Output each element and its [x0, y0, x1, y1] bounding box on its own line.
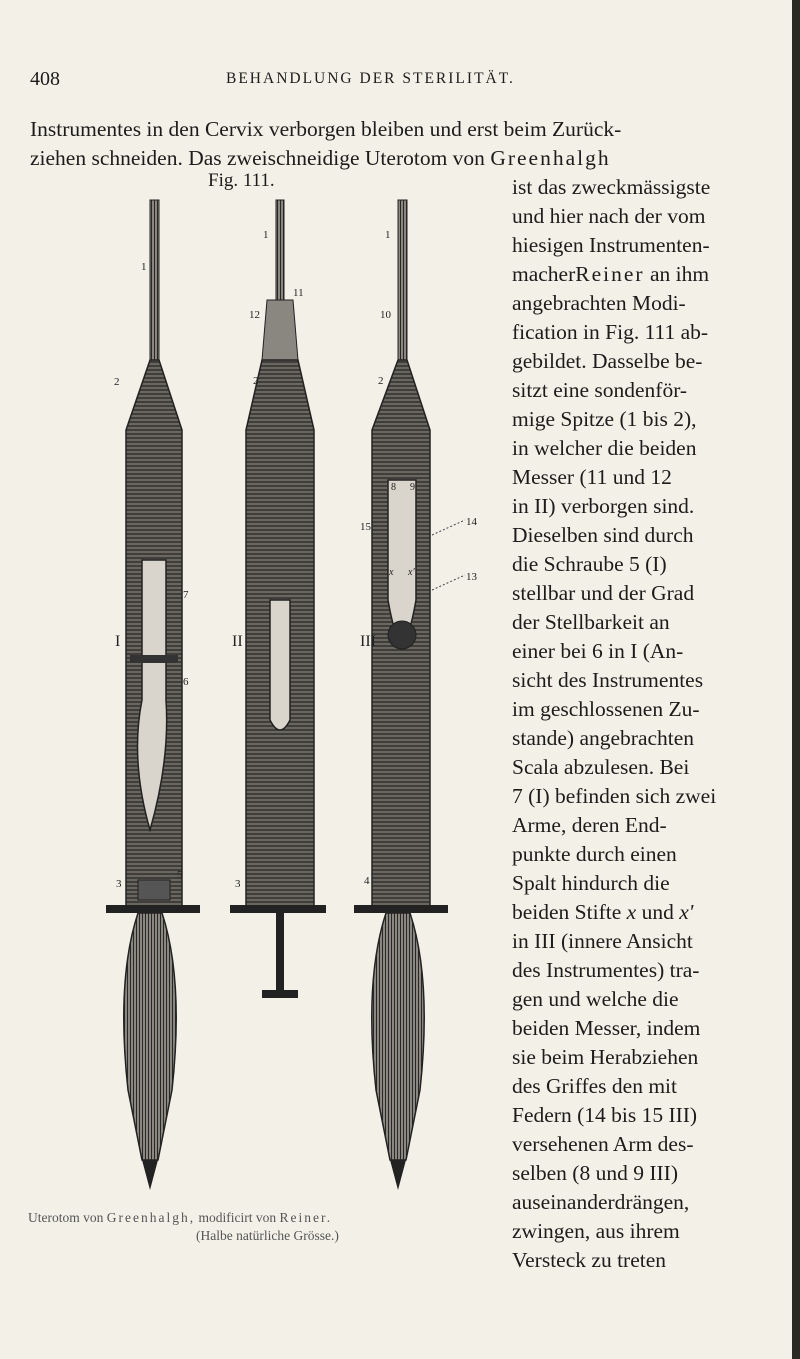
text-line: und hier nach der vom	[512, 204, 706, 228]
part-label: 1	[385, 229, 391, 241]
part-label: 7	[183, 589, 189, 601]
body-line-1: Instrumentes in den Cervix verborgen bleiben und erst beim Zurück-	[30, 117, 622, 141]
part-label: x	[389, 567, 394, 578]
part-label: 12	[249, 309, 260, 321]
crossbar	[354, 905, 448, 913]
view-label-III: III	[360, 633, 376, 650]
figure-caption-line-1	[28, 1210, 332, 1226]
figure-label: Fig. 111.	[208, 170, 275, 191]
text-line: angebrachten Modi-	[512, 291, 686, 315]
text-line: auseinanderdrängen,	[512, 1190, 690, 1214]
part-label: 2	[378, 375, 384, 387]
text-line: punkte durch einen	[512, 842, 677, 866]
text-line: beiden Messer, indem	[512, 1016, 701, 1040]
part-label: 6	[183, 676, 189, 688]
view-label-II: II	[232, 633, 243, 650]
part-label: 13	[466, 571, 477, 583]
stem	[276, 913, 284, 993]
caption-prefix: Uterotom von	[28, 1210, 104, 1225]
italic-x-prime: x'	[679, 900, 694, 924]
text-line: sicht des Instrumentes	[512, 668, 704, 692]
text-segment: beiden Stifte	[512, 900, 622, 924]
knife-blades	[262, 300, 298, 360]
text-segment: an ihm	[644, 262, 710, 286]
text-line: Spalt hindurch die	[512, 871, 670, 895]
text-line: sie beim Herabziehen	[512, 1045, 699, 1069]
body-line-2-start: ziehen schneiden. Das zweischneidige Uterotom von	[30, 146, 491, 170]
probe-tip	[150, 200, 159, 360]
text-line: einer bei 6 in I (An-	[512, 639, 684, 663]
text-line: der Stellbarkeit an	[512, 610, 670, 634]
probe-tip	[398, 200, 407, 360]
handle	[124, 913, 176, 1160]
text-line: ist das zweckmässigste	[512, 175, 711, 199]
text-line: mige Spitze (1 bis 2),	[512, 407, 697, 431]
part-label: 11	[293, 287, 304, 299]
page-number: 408	[30, 68, 60, 90]
text-line: selben (8 und 9 III)	[512, 1161, 678, 1185]
text-line: Federn (14 bis 15 III)	[512, 1103, 698, 1127]
name-reiner: Reiner	[575, 262, 645, 286]
part-label: 5	[177, 869, 183, 881]
text-segment: und	[636, 900, 680, 924]
text-line: des Instrumentes) tra-	[512, 958, 700, 982]
part-label: 3	[235, 878, 241, 890]
text-line: in III (innere Ansicht	[512, 929, 693, 953]
crossbar	[230, 905, 326, 913]
leader-13	[432, 575, 465, 590]
part-label: 2	[253, 375, 259, 387]
text-line: gebildet. Dasselbe be-	[512, 349, 703, 373]
part-label: 2	[114, 376, 120, 388]
text-line: in II) verborgen sind.	[512, 494, 695, 518]
leader-14	[432, 520, 465, 535]
part-label: 8	[391, 482, 396, 493]
adjusting-screw	[138, 880, 170, 900]
text-line: Versteck zu treten	[512, 1248, 667, 1272]
caption-name-reiner: Reiner.	[279, 1210, 333, 1225]
text-line: Scala abzulesen. Bei	[512, 755, 690, 779]
part-label: 3	[116, 878, 122, 890]
part-label: 9	[410, 482, 415, 493]
text-line: Dieselben sind durch	[512, 523, 694, 547]
text-line: in welcher die beiden	[512, 436, 697, 460]
part-label: 1	[263, 229, 269, 241]
part-label: 1	[141, 261, 147, 273]
text-line: zwingen, aus ihrem	[512, 1219, 680, 1243]
text-line: fication in Fig. 111 ab-	[512, 320, 709, 344]
inner-slot	[270, 600, 290, 730]
part-label: x'	[408, 567, 415, 578]
italic-x: x	[626, 900, 637, 924]
text-line: 7 (I) befinden sich zwei	[512, 784, 717, 808]
text-line: versehenen Arm des-	[512, 1132, 694, 1156]
part-label: 10	[380, 309, 391, 321]
name-greenhalgh: Greenhalgh	[490, 146, 611, 170]
text-line: des Griffes den mit	[512, 1074, 677, 1098]
text-line: Messer (11 und 12	[512, 465, 672, 489]
instrument-view-I	[106, 200, 200, 1190]
handle	[372, 913, 424, 1160]
text-line: hiesigen Instrumenten-	[512, 233, 710, 257]
text-segment: macher	[512, 262, 576, 286]
running-head: BEHANDLUNG DER STERILITÄT.	[226, 70, 515, 87]
instrument-view-III	[354, 200, 465, 1190]
text-line: sitzt eine sondenför-	[512, 378, 688, 402]
handle-end	[390, 1160, 406, 1190]
text-line: gen und welche die	[512, 987, 679, 1011]
part-label: 15	[360, 521, 371, 533]
crossbar	[106, 905, 200, 913]
caption-name-greenhalgh: Greenhalgh,	[106, 1210, 196, 1225]
pivot-disc	[388, 621, 416, 649]
part-label: 4	[364, 875, 370, 887]
instrument-view-II	[230, 200, 326, 998]
part-label: 14	[466, 516, 477, 528]
stem-foot	[262, 990, 298, 998]
text-line: Arme, deren End-	[512, 813, 667, 837]
text-line: stellbar und der Grad	[512, 581, 695, 605]
text-line: die Schraube 5 (I)	[512, 552, 667, 576]
spring-arm	[388, 480, 416, 640]
view-label-I: I	[115, 633, 121, 650]
caption-middle: modificirt von	[198, 1210, 277, 1225]
scale-bar	[130, 655, 178, 663]
handle-end	[142, 1160, 158, 1190]
text-line: im geschlossenen Zu-	[512, 697, 700, 721]
figure-caption-line-2: (Halbe natürliche Grösse.)	[196, 1228, 339, 1243]
text-line: stande) angebrachten	[512, 726, 695, 750]
